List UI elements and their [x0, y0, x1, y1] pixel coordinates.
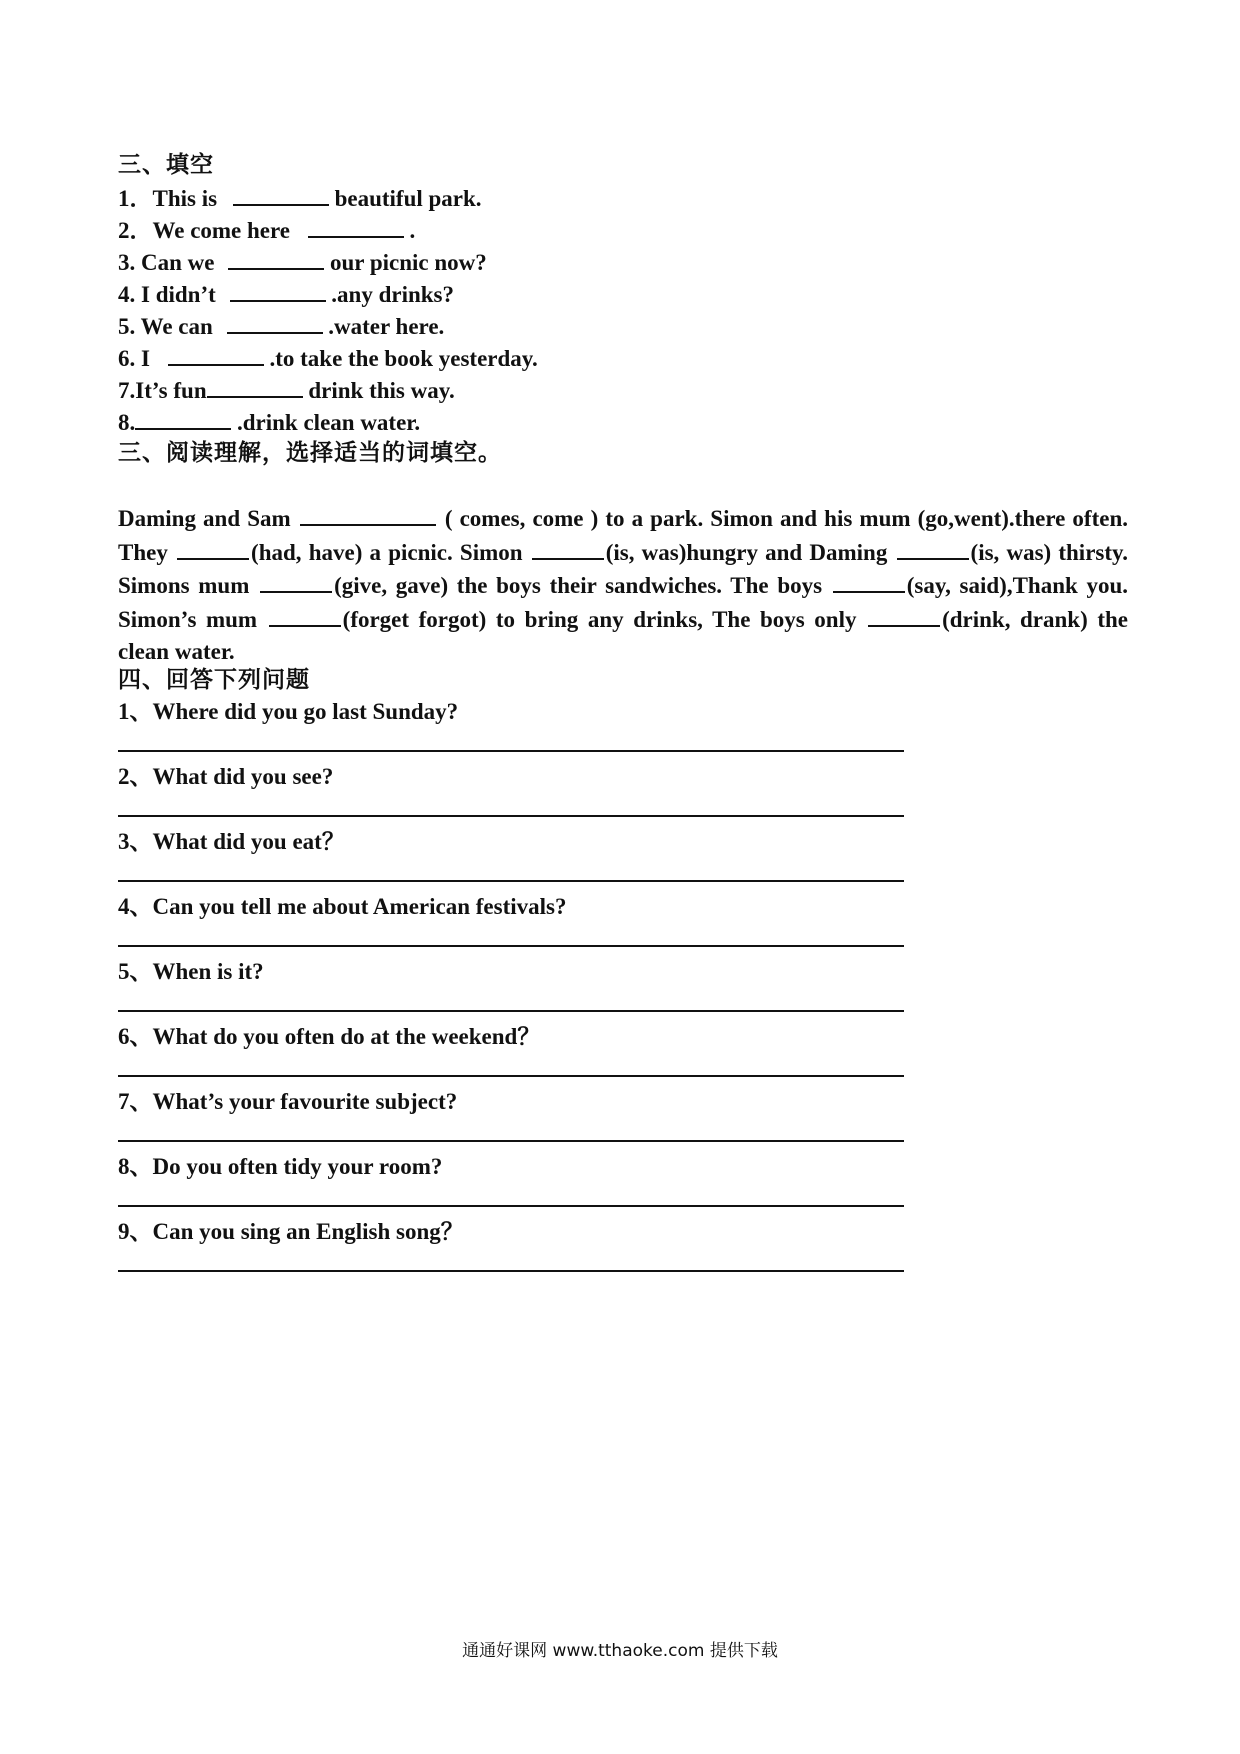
fill-item-7: 7.It’s fun drink this way.: [118, 374, 455, 406]
passage-blank[interactable]: [868, 603, 940, 627]
fill-item-1: 1．This is beautiful park.: [118, 182, 482, 214]
passage-blank[interactable]: [897, 536, 969, 560]
answer-line-3[interactable]: [118, 880, 904, 882]
fill-item-5: 5. We can .water here.: [118, 310, 444, 342]
answer-blank[interactable]: [135, 406, 231, 430]
answer-blank[interactable]: [227, 310, 323, 334]
answer-blank[interactable]: [168, 342, 264, 366]
answer-line-2[interactable]: [118, 815, 904, 817]
answer-blank[interactable]: [230, 278, 326, 302]
question-1: 1、Where did you go last Sunday?: [118, 699, 459, 724]
passage-blank[interactable]: [269, 603, 341, 627]
answer-blank[interactable]: [228, 246, 324, 270]
passage-blank[interactable]: [300, 502, 436, 526]
footer-source: 通通好课网 www.tthaoke.com 提供下载: [462, 1641, 778, 1661]
answer-line-8[interactable]: [118, 1205, 904, 1207]
answer-line-6[interactable]: [118, 1075, 904, 1077]
question-5: 5、When is it?: [118, 959, 264, 984]
answer-blank[interactable]: [207, 374, 303, 398]
answer-line-1[interactable]: [118, 750, 904, 752]
fill-item-6: 6. I .to take the book yesterday.: [118, 342, 538, 374]
fill-item-8: 8. .drink clean water.: [118, 406, 420, 438]
fill-item-2: 2．We come here .: [118, 214, 415, 246]
section-heading-reading: 三、阅读理解，选择适当的词填空。: [118, 440, 502, 465]
passage-blank[interactable]: [177, 536, 249, 560]
answer-line-9[interactable]: [118, 1270, 904, 1272]
question-6: 6、What do you often do at the weekend？: [118, 1024, 541, 1049]
question-9: 9、Can you sing an English song？: [118, 1219, 464, 1244]
answer-blank[interactable]: [308, 214, 404, 238]
answer-line-4[interactable]: [118, 945, 904, 947]
question-3: 3、What did you eat？: [118, 829, 345, 854]
fill-item-3: 3. Can we our picnic now?: [118, 246, 487, 278]
passage-blank[interactable]: [532, 536, 604, 560]
section-heading-fill-blanks: 三、填空: [118, 152, 214, 177]
question-2: 2、What did you see?: [118, 764, 334, 789]
answer-line-5[interactable]: [118, 1010, 904, 1012]
reading-passage: Daming and Sam ( comes, come ) to a park. Simon and his mum (go,went).there often. They (had, have) a picnic. Simon (is, was)hungry and Daming (is, was) thirsty. Simons mum (give, gave) the boys their sandwiches. The boys (say, said),Thank you. Simon’s mum (forget forgot) to bring any drinks, The boys only (drink, drank) the clean water.: [118, 502, 1128, 669]
passage-blank[interactable]: [833, 569, 905, 593]
question-4: 4、Can you tell me about American festivals?: [118, 894, 567, 919]
answer-line-7[interactable]: [118, 1140, 904, 1142]
section-heading-questions: 四、回答下列问题: [118, 667, 310, 692]
question-7: 7、What’s your favourite subject?: [118, 1089, 458, 1114]
passage-blank[interactable]: [260, 569, 332, 593]
fill-item-4: 4. I didn’t .any drinks?: [118, 278, 454, 310]
question-8: 8、Do you often tidy your room?: [118, 1154, 443, 1179]
answer-blank[interactable]: [233, 182, 329, 206]
